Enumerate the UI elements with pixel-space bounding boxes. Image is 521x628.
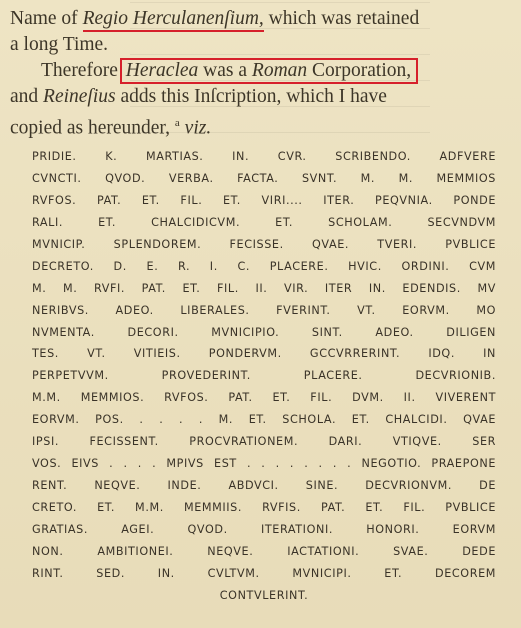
inscription-text: RENT. NEQVE. INDE. ABDVCI. SINE. DECVRIONVM. DE (32, 479, 496, 493)
inscription-text: GRATIAS. AGEI. QVOD. ITERATIONI. HONORI. EORVM (32, 522, 496, 536)
reinesius-text: Reineſius (43, 86, 116, 107)
prose-line-5-text: copied as hereunder, (10, 117, 171, 139)
inscription-line (32, 365, 496, 387)
inscription-text: EORVM. POS. . . . . M. ET. SCHOLA. ET. CHALCIDI. QVAE (32, 413, 496, 427)
prose-line-1-before: Name of (10, 8, 83, 29)
inscription-text: VOS. EIVS . . . . MPIVS EST . . . . . . . . NEGOTIO. PRAEPONE (32, 457, 496, 471)
inscription-text: RALI. ET. CHALCIDICVM. ET. SCHOLAM. SECVNDVM (32, 215, 496, 229)
inscription-line (32, 212, 496, 234)
inscription-line (32, 343, 496, 365)
was-a-text: was a (198, 60, 252, 81)
inscription-line (32, 168, 496, 190)
inscription-line (32, 190, 496, 212)
inscription-line (32, 475, 496, 497)
inscription-line (32, 497, 496, 519)
inscription-line (32, 300, 496, 322)
latin-inscription (32, 146, 496, 607)
highlight-box-heraclea (120, 58, 418, 84)
inscription-text: NON. AMBITIONEI. NEQVE. IACTATIONI. SVAE. DEDE (32, 544, 496, 558)
inscription-line (32, 387, 496, 409)
inscription-text: PERPETVVM. PROVEDERINT. PLACERE. DECVRIONIB. (32, 369, 496, 383)
prose-line-3-before: Therefore (41, 60, 123, 81)
prose-paragraph (10, 0, 515, 142)
inscription-text: TES. VT. VITIEIS. PONDERVM. GCCVRRERINT. IDQ. IN (32, 347, 496, 361)
inscription-text: CRETO. ET. M.M. MEMMIIS. RVFIS. PAT. ET. FIL. PVBLICE (32, 501, 496, 514)
inscription-line (32, 278, 496, 300)
highlight-underline-regio: Regio Herculanenſium, (83, 8, 264, 32)
inscription-line (32, 256, 496, 278)
inscription-text: M. M. RVFI. PAT. ET. FIL. II. VIR. ITER IN. EDENDIS. MV (32, 281, 496, 295)
inscription-text: PRIDIE. K. MARTIAS. IN. CVR. SCRIBENDO. ADFVERE (32, 150, 496, 163)
inscription-line (32, 234, 496, 256)
inscription-line (32, 519, 496, 541)
prose-line-1 (10, 6, 515, 32)
inscription-text: NERIBVS. ADEO. LIBERALES. FVERINT. VT. EORVM. MO (32, 303, 496, 317)
prose-line-4 (10, 84, 515, 110)
prose-line-5 (10, 110, 515, 142)
inscription-line (32, 541, 496, 563)
footnote-marker: a (174, 117, 180, 129)
prose-line-4-before: and (10, 86, 44, 107)
inscription-text: M.M. MEMMIOS. RVFOS. PAT. ET. FIL. DVM. II. VIVERENT (32, 391, 496, 405)
inscription-line (32, 585, 496, 607)
heraclea-text: Heraclea (125, 60, 199, 81)
prose-line-2: a long Time. (10, 34, 109, 55)
roman-text: Roman (251, 60, 308, 81)
inscription-text: RINT. SED. IN. CVLTVM. MVNICIPI. ET. DECOREM (32, 566, 496, 580)
inscription-line (32, 453, 496, 475)
inscription-line (32, 431, 496, 453)
inscription-text: DECRETO. D. E. R. I. C. PLACERE. HVIC. ORDINI. CVM (32, 259, 496, 273)
viz-text: viz. (184, 117, 212, 139)
inscription-text: MVNICIP. SPLENDOREM. FECISSE. QVAE. TVERI. PVBLICE (32, 237, 496, 251)
inscription-text: RVFOS. PAT. ET. FIL. ET. VIRI.... ITER. PEQVNIA. PONDE (32, 193, 496, 207)
inscription-text: NVMENTA. DECORI. MVNICIPIO. SINT. ADEO. DILIGEN (32, 325, 496, 339)
inscription-line (32, 146, 496, 168)
inscription-line (32, 322, 496, 344)
inscription-line (32, 409, 496, 431)
inscription-text: CVNCTI. QVOD. VERBA. FACTA. SVNT. M. M. MEMMIOS (32, 171, 496, 185)
prose-line-4-after: adds this Inſcription, which I have (115, 86, 387, 107)
inscription-line (32, 563, 496, 585)
inscription-text: IPSI. FECISSENT. PROCVRATIONEM. DARI. VTIQVE. SER (32, 435, 496, 449)
inscription-word: CONTVLERINT. (219, 588, 309, 602)
prose-line-3 (10, 58, 515, 84)
corporation-text: Corporation, (307, 60, 412, 81)
prose-line-1-after: which was retained (263, 8, 420, 29)
